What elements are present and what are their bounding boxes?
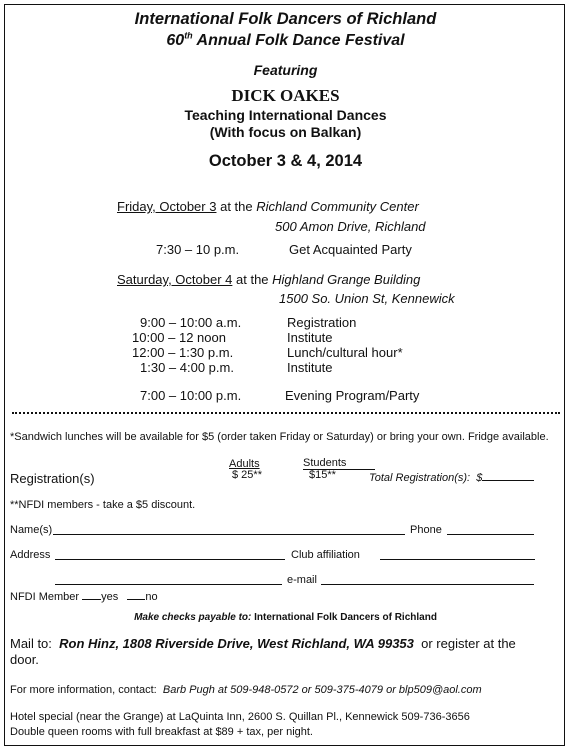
info-contact: Barb Pugh at 509-948-0572 or 509-375-4079 or blp509@aol.com (162, 684, 482, 696)
students-label: Students (303, 458, 375, 470)
checks-label: Make checks payable to: (134, 612, 252, 623)
org-title: International Folk Dancers of Richland (134, 10, 437, 28)
saturday-time-2: 12:00 – 1:30 p.m. (132, 345, 234, 360)
teacher-name: DICK OAKES (231, 86, 340, 105)
festival-rest: Annual Folk Dance Festival (196, 32, 405, 49)
address-line-2-field[interactable] (55, 573, 282, 585)
students-price: $15** (309, 469, 336, 481)
festival-title (0, 32, 571, 50)
club-label: Club affiliation (291, 549, 360, 561)
address-field[interactable] (55, 548, 285, 560)
friday-address: 500 Amon Drive, Richland (275, 219, 426, 234)
member-no-label: no (145, 591, 158, 603)
saturday-event-0: Registration (287, 315, 357, 330)
member-no-field[interactable] (127, 588, 145, 600)
phone-field[interactable] (447, 523, 534, 535)
friday-day: Friday, October 3 (117, 199, 217, 214)
friday-at: at the (220, 199, 253, 214)
friday-heading (117, 199, 419, 214)
teaching-line-2: (With focus on Balkan) (209, 124, 362, 140)
saturday-event-3: Institute (287, 360, 333, 375)
member-yes-label: yes (101, 591, 119, 603)
checks-payable (0, 612, 571, 623)
saturday-heading (117, 272, 420, 287)
total-label: Total Registration(s): (369, 472, 471, 484)
featuring-label: Featuring (253, 62, 318, 78)
name-label: Name(s) (10, 524, 53, 536)
club-field[interactable] (380, 548, 535, 560)
checks-payee: International Folk Dancers of Richland (254, 612, 437, 623)
mail-to-line (10, 636, 516, 651)
total-field[interactable] (482, 469, 534, 481)
member-label: NFDI Member (10, 591, 80, 603)
teaching-line-1: Teaching International Dances (184, 107, 387, 123)
total-currency: $ (476, 472, 483, 484)
saturday-time-1: 10:00 – 12 noon (132, 330, 226, 345)
saturday-event-4: Evening Program/Party (285, 388, 420, 403)
mail-address: Ron Hinz, 1808 Riverside Drive, West Richland, WA 99353 (59, 636, 414, 651)
festival-suffix: th (184, 30, 193, 41)
friday-event-0: Get Acquainted Party (289, 242, 412, 257)
info-line (10, 684, 482, 696)
saturday-venue: Highland Grange Building (272, 272, 421, 287)
mail-rest-2: door. (10, 652, 39, 667)
email-field[interactable] (321, 573, 534, 585)
saturday-time-3: 1:30 – 4:00 p.m. (140, 360, 234, 375)
friday-venue: Richland Community Center (256, 199, 419, 214)
mail-label: Mail to: (10, 636, 52, 651)
total-registration-label (369, 469, 534, 484)
friday-time-0: 7:30 – 10 p.m. (156, 242, 240, 257)
member-row (10, 588, 158, 603)
saturday-time-0: 9:00 – 10:00 a.m. (140, 315, 242, 330)
phone-label: Phone (410, 524, 442, 536)
sandwich-note: *Sandwich lunches will be available for $5 (order taken Friday or Saturday) or bring your own. Fridge available. (10, 431, 549, 443)
member-yes-field[interactable] (82, 588, 101, 600)
nfdi-discount: **NFDI members - take a $5 discount. (10, 499, 196, 511)
hotel-line-2: Double queen rooms with full breakfast at $89 + tax, per night. (10, 726, 313, 738)
saturday-event-1: Institute (287, 330, 333, 345)
adults-label: Adults (229, 458, 260, 470)
festival-number: 60 (166, 32, 185, 49)
email-label: e-mail (287, 574, 317, 586)
address-label: Address (10, 549, 51, 561)
adults-price: $ 25** (232, 469, 262, 481)
mail-rest: or register at the (421, 636, 516, 651)
festival-dates: October 3 & 4, 2014 (208, 152, 363, 170)
hotel-line-1: Hotel special (near the Grange) at LaQuinta Inn, 2600 S. Quillan Pl., Kennewick 509-736-3656 (10, 711, 470, 723)
registration-label: Registration(s) (10, 471, 95, 486)
saturday-event-2: Lunch/cultural hour* (287, 345, 403, 360)
saturday-day: Saturday, October 4 (117, 272, 233, 287)
saturday-time-4: 7:00 – 10:00 p.m. (140, 388, 242, 403)
name-field[interactable] (53, 523, 405, 535)
info-label: For more information, contact: (10, 684, 157, 696)
saturday-address: 1500 So. Union St, Kennewick (279, 291, 455, 306)
dotted-divider (12, 412, 560, 414)
saturday-at: at the (236, 272, 269, 287)
